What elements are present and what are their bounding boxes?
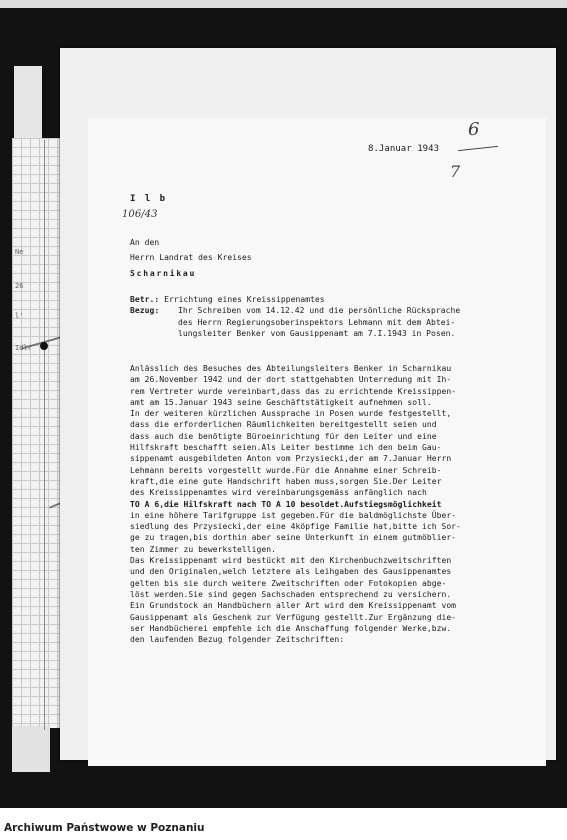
body-line: Ein Grundstock an Handbüchern aller Art wird dem Kreissippenamt vom	[130, 601, 457, 611]
page-number-handwritten-7: 7	[450, 162, 461, 181]
binding-knot	[40, 342, 48, 350]
letter-date: 8.Januar 1943	[368, 144, 440, 154]
bezug-block	[130, 305, 460, 339]
letter-body	[130, 363, 461, 645]
body-line: Lehmann bereits vorgestellt wurde.Für die Annahme einer Schreib-	[130, 465, 442, 475]
grid-paper-bottom	[12, 726, 50, 772]
subject-line	[130, 294, 460, 305]
bezug-line: des Herrn Regierungsoberinspektors Lehmann mit dem Abtei-	[178, 317, 456, 327]
margin-note-4: Idlr	[15, 344, 32, 352]
body-line: in eine höhere Tarifgruppe ist gegeben.Für die baldmöglichste Über-	[130, 510, 457, 520]
grid-paper-tab	[14, 66, 42, 140]
bezug-lines	[178, 305, 460, 339]
bezug-line: Ihr Schreiben vom 14.12.42 und die persönliche Rücksprache	[178, 306, 461, 316]
margin-note-3: l'	[15, 312, 24, 320]
archive-footer	[0, 808, 567, 840]
body-line: des Kreissippenamtes wird vereinbarungsgemäss anfänglich nach	[130, 488, 427, 498]
body-line: siedlung des Przysiecki,der eine 4köpfige Familie hat,bitte ich Sor-	[130, 522, 461, 532]
body-line: löst werden.Sie sind gegen Sachschaden entsprechend zu versichern.	[130, 589, 452, 599]
body-line: dass die erforderlichen Räumlichkeiten bereitgestellt seien und	[130, 420, 437, 430]
body-line: Anlässlich des Besuches des Abteilungsleiters Benker in Scharnikau	[130, 364, 452, 373]
address-line-2: Herrn Landrat des Kreises	[130, 253, 252, 263]
body-line: ten Zimmer zu bewerkstelligen.	[130, 544, 276, 554]
body-line: und den Originalen,welch letztere als Leihgaben des Gausippenamtes	[130, 567, 452, 577]
body-line: am 26.November 1942 und der dort stattgehabten Unterredung mit Ih-	[130, 375, 452, 385]
address-line-3: Scharnikau	[130, 268, 197, 278]
page-number-handwritten-6: 6	[468, 119, 480, 140]
betr-label: Betr.:	[130, 295, 160, 304]
margin-note-2: 26	[15, 282, 24, 290]
body-line: Das Kreissippenamt wird bestückt mit den Kirchenbuchzweitschriften	[130, 556, 452, 566]
bezug-line: lungsleiter Benker vom Gausippenamt am 7.I.1943 in Posen.	[178, 328, 456, 338]
bezug-label: Bezug:	[130, 306, 160, 316]
betr-text: Errichtung eines Kreissippenamtes	[164, 295, 325, 304]
address-line-1: An den	[130, 238, 160, 247]
body-line: ge zu tragen,bis dorthin aber seine Unterkunft in einem gutmöblier-	[130, 533, 457, 543]
body-line: den laufenden Bezug folgender Zeitschriften:	[130, 635, 345, 645]
recipient-address	[130, 237, 252, 279]
margin-line	[44, 140, 45, 730]
body-line: kraft,die eine gute Handschrift haben muss,sorgen Sie.Der Leiter	[130, 476, 442, 486]
body-line: In der weiteren kürzlichen Aussprache in Posen wurde festgestellt,	[130, 409, 452, 419]
reference-code: I l b	[130, 194, 168, 204]
body-line: sippenamt ausgebildeten Anton vom Przysiecki,der am 7.Januar Herrn	[130, 454, 452, 464]
body-line: Gausippenamt als Geschenk zur Verfügung gestellt.Zur Ergänzung die-	[130, 612, 457, 622]
body-line: Hilfskraft beschafft seien.Als Leiter bestimme ich den beim Gau-	[130, 443, 442, 453]
body-line: dass auch die benötigte Büroeinrichtung für den Leiter und eine	[130, 431, 437, 441]
handwritten-reference: 106/43	[122, 209, 158, 220]
top-strip	[0, 0, 567, 8]
body-line: TO A 6,die Hilfskraft nach TO A 10 besoldet.Aufstiegsmöglichkeit	[130, 499, 442, 509]
body-line: rem Vertreter wurde vereinbart,dass das zu errichtende Kreissippen-	[130, 386, 457, 396]
archive-name: Archiwum Państwowe w Poznaniu	[4, 822, 205, 834]
body-line: gelten bis sie durch weitere Zweitschriften oder Fotokopien abge-	[130, 578, 447, 588]
body-line: amt am 15.Januar 1943 seine Geschäftstätigkeit aufnehmen soll.	[130, 397, 432, 407]
margin-note-1: Ne	[15, 248, 24, 256]
body-line: ser Handbücherei empfehle ich die Anschaffung folgender Werke,bzw.	[130, 623, 452, 633]
subject-block	[130, 294, 460, 339]
